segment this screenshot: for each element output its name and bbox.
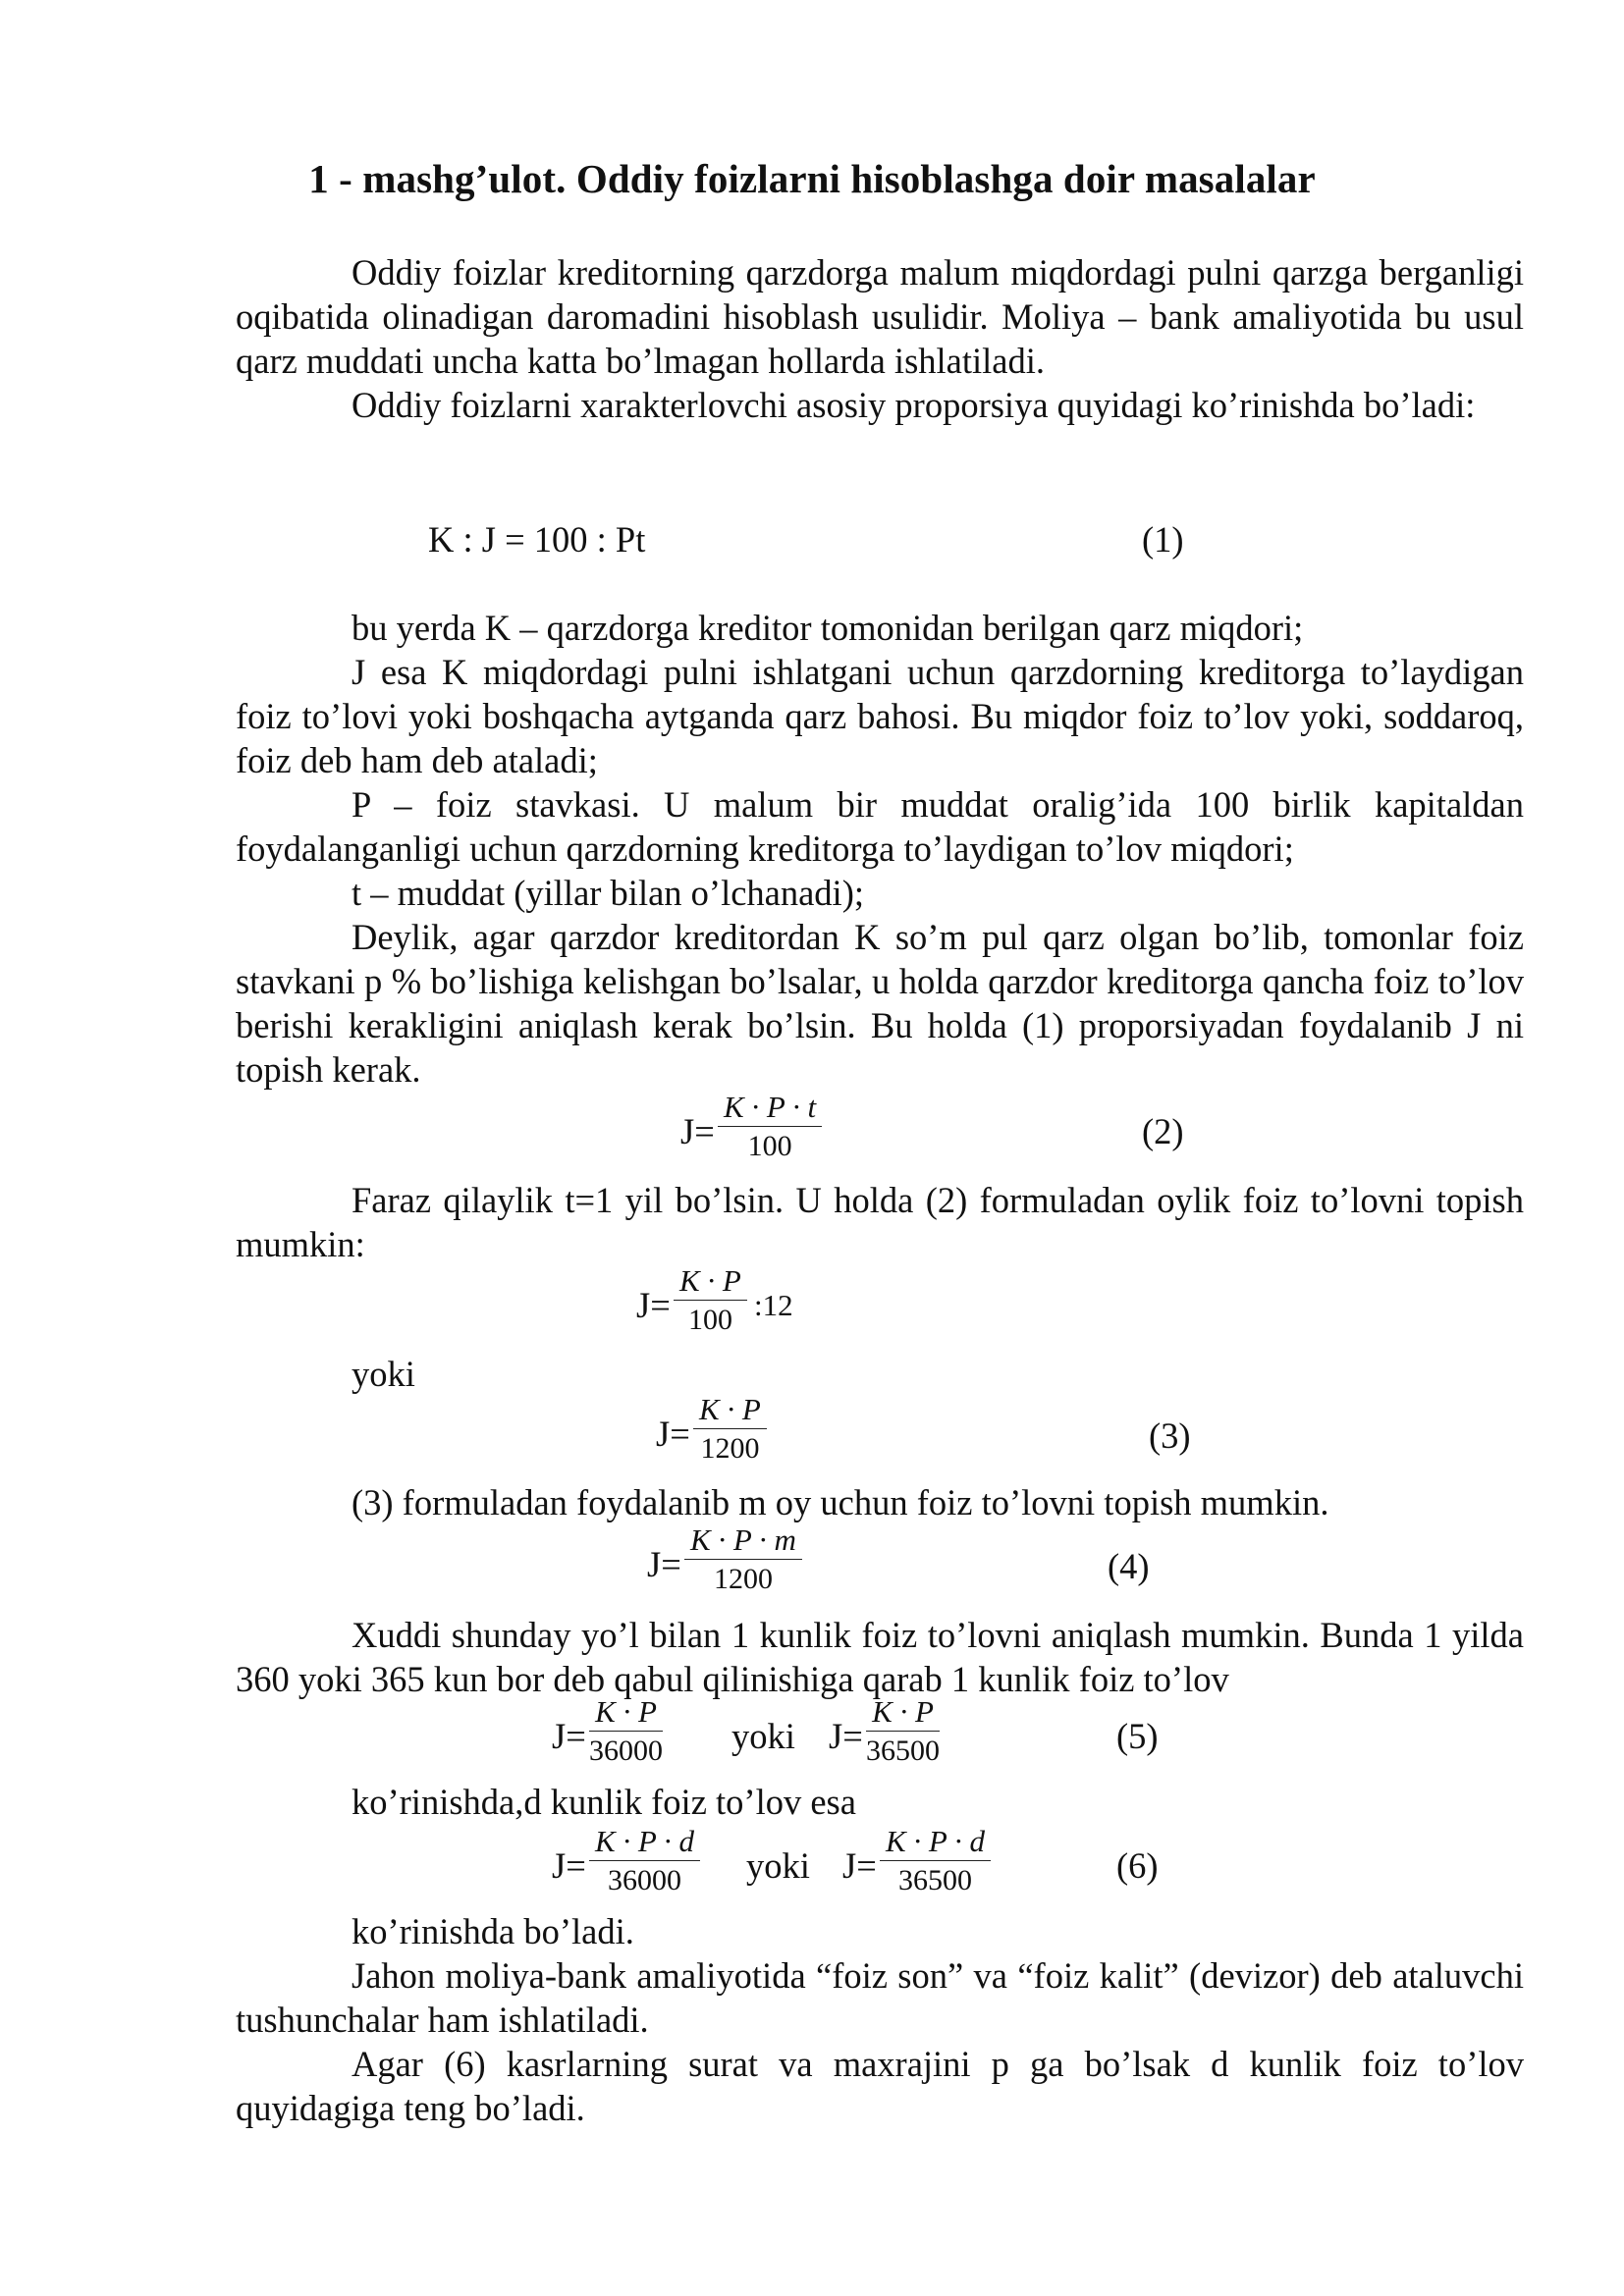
formula-3-lhs: J=	[656, 1414, 690, 1454]
formula-2-number: (2)	[1142, 1111, 1184, 1151]
paragraph-t-definition: t – muddat (yillar bilan o’lchanadi);	[352, 873, 864, 913]
formula-6-yoki: yoki	[746, 1845, 810, 1886]
formula-6b-denominator: 36500	[898, 1864, 973, 1896]
formula-5-lhs-b: J=	[829, 1716, 863, 1756]
paragraph-form-note: ko’rinishda bo’ladi.	[352, 1911, 634, 1951]
formula-2b-divisor: :12	[754, 1288, 793, 1322]
paragraph-example: Deylik, agar qarzdor kreditordan K so’m pul qarz olgan bo’lib, tomonlar foiz stavkani p % bo’lishiga kelishgan bo’lsalar, u holda qarzdor kreditorga qancha foiz to’lov berishi kerakligini aniqlash kerak bo’lsin. Bu holda (1) proporsiyadan foydalanib J ni topish kerak.	[236, 917, 1524, 1090]
formula-6-fraction-b	[880, 1824, 991, 1898]
paragraph-p-definition: P – foiz stavkasi. U malum bir muddat oralig’ida 100 birlik kapitaldan foydalanganligi uchun qarzdorning kreditorga to’laydigan to’lov miqdori;	[236, 784, 1524, 869]
formula-5b-denominator: 36500	[866, 1735, 940, 1767]
paragraph-monthly: Faraz qilaylik t=1 yil bo’lsin. U holda (2) formuladan oylik foiz to’lovni topish mumkin:	[236, 1180, 1524, 1264]
formula-3-fraction	[693, 1392, 767, 1467]
paragraph-d-days: ko’rinishda,d kunlik foiz to’lov esa	[352, 1782, 856, 1822]
formula-4-numerator: K · P · m	[684, 1522, 802, 1560]
formula-6-lhs-b: J=	[842, 1845, 877, 1886]
formula-5a-denominator: 36000	[589, 1735, 663, 1767]
formula-4-lhs: J=	[647, 1544, 681, 1584]
formula-2-numerator: K · P · t	[718, 1090, 822, 1127]
formula-5-yoki: yoki	[731, 1716, 795, 1756]
formula-2b-denominator: 100	[687, 1304, 732, 1336]
formula-6-lhs: J=	[552, 1845, 586, 1886]
paragraph-k-definition: bu yerda K – qarzdorga kreditor tomonidan berilgan qarz miqdori;	[352, 608, 1304, 648]
formula-6b-numerator: K · P · d	[880, 1824, 991, 1861]
formula-5-fraction-b	[866, 1694, 940, 1769]
formula-3-numerator: K · P	[693, 1392, 767, 1429]
formula-4-number: (4)	[1108, 1546, 1150, 1586]
formula-5-number: (5)	[1116, 1716, 1159, 1756]
formula-2b-fraction	[674, 1263, 747, 1338]
formula-3-number: (3)	[1149, 1415, 1191, 1456]
formula-2b-lhs: J=	[636, 1285, 671, 1325]
paragraph-world-practice: Jahon moliya-bank amaliyotida “foiz son” va “foiz kalit” (devizor) deb ataluvchi tushunchalar ham ishlatiladi.	[236, 1955, 1524, 2040]
paragraph-daily: Xuddi shunday yo’l bilan 1 kunlik foiz to’lovni aniqlash mumkin. Bunda 1 yilda 360 yoki 365 kun bor deb qabul qilinishiga qarab 1 kunlik foiz to’lov	[236, 1615, 1524, 1699]
paragraph-intro: Oddiy foizlar kreditorning qarzdorga malum miqdordagi pulni qarzga berganligi oqibatida olinadigan daromadini hisoblash usulidir. Moliya – bank amaliyotida bu usul qarz muddati uncha katta bo’lmagan hollarda ishlatiladi.	[236, 252, 1524, 381]
paragraph-yoki: yoki	[352, 1354, 415, 1394]
formula-6a-denominator: 36000	[608, 1864, 682, 1896]
formula-2-lhs: J=	[680, 1111, 715, 1151]
formula-5-lhs: J=	[552, 1716, 586, 1756]
formula-2-denominator: 100	[747, 1130, 792, 1162]
formula-5-fraction-a	[589, 1694, 663, 1769]
formula-6-number: (6)	[1116, 1845, 1159, 1886]
page-title: 1 - mashg’ulot. Oddiy foizlarni hisoblashga doir masalalar	[308, 156, 1316, 201]
formula-5a-numerator: K · P	[589, 1694, 663, 1732]
formula-2-fraction	[718, 1090, 822, 1164]
paragraph-m-months: (3) formuladan foydalanib m oy uchun foiz to’lovni topish mumkin.	[352, 1482, 1329, 1522]
formula-4-denominator: 1200	[713, 1563, 773, 1595]
formula-2b-numerator: K · P	[674, 1263, 747, 1301]
formula-5b-numerator: K · P	[866, 1694, 940, 1732]
formula-6-fraction-a	[589, 1824, 700, 1898]
formula-3-denominator: 1200	[700, 1432, 760, 1465]
formula-6a-numerator: K · P · d	[589, 1824, 700, 1861]
formula-1-expression: K : J = 100 : Pt	[428, 519, 646, 560]
paragraph-division: Agar (6) kasrlarning surat va maxrajini p ga bo’lsak d kunlik foiz to’lov quyidagiga teng bo’ladi.	[236, 2044, 1524, 2128]
paragraph-j-definition: J esa K miqdordagi pulni ishlatgani uchun qarzdorning kreditorga to’laydigan foiz to’lovi yoki boshqacha aytganda qarz bahosi. Bu miqdor foiz to’lov yoki, soddaroq, foiz deb ham deb ataladi;	[236, 652, 1524, 780]
formula-1-number: (1)	[1142, 519, 1184, 560]
paragraph-proportion-intro: Oddiy foizlarni xarakterlovchi asosiy proporsiya quyidagi ko’rinishda bo’ladi:	[352, 385, 1476, 425]
formula-4-fraction	[684, 1522, 802, 1597]
